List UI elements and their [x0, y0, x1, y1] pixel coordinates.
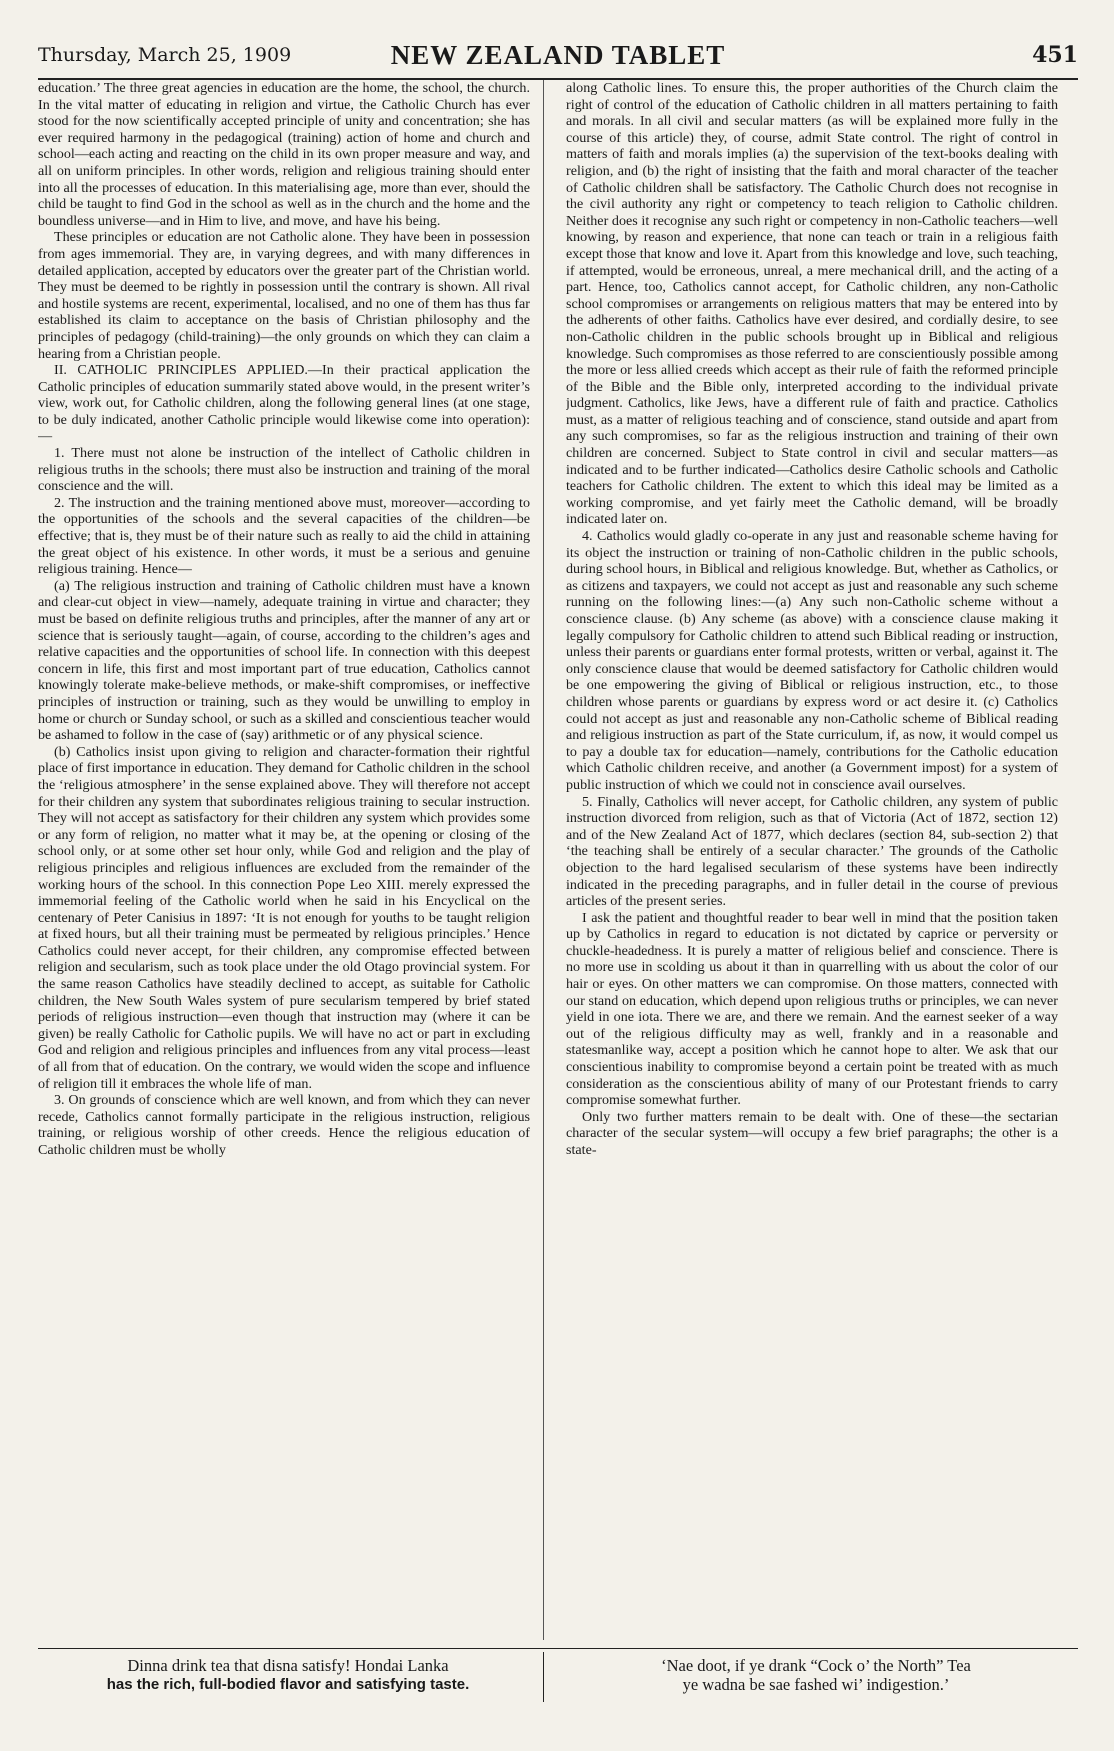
paragraph: These principles or education are not Catholic alone. They have been in possession from ages immemorial. They are, in varying degrees, and with many differences in detailed application, accepted by educators over the greater part of the Christian world. They must be deemed to be rightly in possession until the contrary is shown. All rival and hostile systems are recent, experimental, localised, and no one of them has thus far established its claim to acceptance on the basis of Christian philosophy and the principles of pedagogy (child-training)—the only grounds on which they can claim a hearing from a Christian people.: [38, 229, 530, 362]
left-column: [38, 80, 530, 1640]
paragraph: 4. Catholics would gladly co-operate in any just and reasonable scheme having for its object the instruction or training of non-Catholic children in the public schools, during school hours, in Biblical and religious knowledge. But, whether as Catholics, or as citizens and taxpayers, we could not accept as just and reasonable any such scheme running on the following lines:—(a) Any such non-Catholic scheme without a conscience clause. (b) Any scheme (as above) with a conscience clause making it legally compulsory for Catholic children to attend such Biblical reading or instruction, unless their parents or guardians enter formal protests, written or verbal, against it. The only conscience clause that would be deemed satisfactory for Catholic children would be one empowering the giving of Biblical or religious instruction, etc., to those children whose parents or guardians by express word or act desire it. (c) Catholics could not accept as just and reasonable any non-Catholic scheme of Biblical reading and religious instruction as part of the State curriculum, if, as now, it would compel us to pay a double tax for education—namely, contributions for the Catholic education which Catholic children receive, and another (a Government impost) for a system of public instruction of which we could not in conscience avail ourselves.: [566, 528, 1058, 793]
paragraph: II. CATHOLIC PRINCIPLES APPLIED.—In their practical application the Catholic principles of education summarily stated above would, in the present writer’s view, work out, for Catholic children, along the following general lines (at one stage, to be duly indicated, another Catholic principle would likewise come into operation):—: [38, 362, 530, 445]
hondai-lanka-advert: [38, 1656, 538, 1694]
advert-line: has the rich, full-bodied flavor and satisfying taste.: [106, 1676, 470, 1693]
paragraph: (b) Catholics insist upon giving to religion and character-formation their rightful place of first importance in education. They demand for Catholic children in the school the ‘religious atmosphere’ in the sense explained above. They will therefore not accept for their children any system that subordinates religious training to secular instruction. They will not accept as satisfactory for their children any system which provides some or any form of religion, no matter what it may be, at the opening or closing of the school only, or at some other set hour only, while God and religion and the play of religious principles and religious influences are excluded from the remainder of the working hours of the school. In this connection Pope Leo XIII. merely expressed the immemorial feeling of the Catholic world when he said in his Encyclical on the centenary of Peter Canisius in 1897: ‘It is not enough for youths to be taught religion at fixed hours, but all their training must be permeated by religious principles.’ Hence Catholics could never accept, for their children, any compromise effected between religion and secularism, such as took place under the old Otago provincial system. For the same reason Catholics have steadily declined to accept, as suitable for Catholic children, the New South Wales system of pure secularism tempered by brief stated periods of religious instruction—even though that instruction may (where it can be given) be really Catholic for Catholic pupils. We will have no act or part in excluding God and religion and religious principles and influences from any vital process—least of all from that of education. On the contrary, we would widen the scope and influence of religion till it embraces the whole life of man.: [38, 743, 530, 1092]
paragraph: 2. The instruction and the training mentioned above must, moreover—according to the opportunities of the schools and the several capacities of the children—be effective; that is, they must be of their nature such as really to aid the child in attaining the great object of his existence. In other words, it must be a serious and genuine religious training. Hence—: [38, 494, 530, 578]
issue-date: Thursday, March 25, 1909: [38, 44, 292, 66]
advert-line: Dinna drink tea that disna satisfy! Hondai Lanka: [127, 1656, 449, 1675]
footer-rule: [38, 1648, 1078, 1649]
page-header: [38, 38, 1078, 80]
publication-title: NEW ZEALAND TABLET: [390, 40, 726, 70]
paragraph: 3. On grounds of conscience which are well known, and from which they can never recede, Catholics cannot formally participate in the religious instruction, religious training, or religious worship of other creeds. Hence the religious education of Catholic children must be wholly: [38, 1092, 530, 1158]
column-divider: [543, 80, 544, 1640]
paragraph: 1. There must not alone be instruction of the intellect of Catholic children in religious truths in the schools; there must also be instruction and training of the moral conscience and the will.: [38, 445, 530, 495]
cock-o-the-north-advert: [566, 1656, 1066, 1694]
paragraph: Only two further matters remain to be dealt with. One of these—the sectarian character of the secular system—will occupy a few brief paragraphs; the other is a state-: [566, 1108, 1058, 1158]
right-column: [566, 80, 1058, 1640]
paragraph: I ask the patient and thoughtful reader to bear well in mind that the position taken up by Catholics in regard to education is not dictated by caprice or perversity or chuckle-headedness. It is purely a matter of religious belief and conscience. There is no more use in scolding us about it than in quarrelling with us about the color of our hair or eyes. On other matters we can compromise. On those matters, connected with our stand on education, which depend upon religious truths or principles, we can never yield in one iota. There we are, and there we remain. And the earnest seeker of a way out of the religious difficulty may as well, frankly and in a reasonable and statesmanlike way, accept a position which he cannot hope to alter. We ask that our conscientious inability to compromise beyond a certain point be treated with as much consideration as the conscientious ability of many of our Protestant friends to carry compromise somewhat further.: [566, 909, 1058, 1109]
advert-line: ye wadna be sae fashed wi’ indigestion.’: [682, 1675, 950, 1694]
paragraph: along Catholic lines. To ensure this, the proper authorities of the Church claim the right of control of the education of Catholic children in all matters pertaining to faith and morals. In all civil and secular matters (as will be explained more fully in the course of this article) they, of course, admit State control. The right of control in matters of faith and morals implies (a) the supervision of the text-books dealing with religion, and (b) the right of insisting that the faith and moral character of the teacher of Catholic children shall be satisfactory. The Catholic Church does not recognise in the civil authority any right or competency to teach religion to Catholic children. Neither does it recognise any such right or competency in non-Catholic teachers—well knowing, by reason and experience, that none can teach or train in a religious faith except those that know and love it. Apart from this knowledge and love, such teaching, if attempted, would be erroneous, unreal, a mere mechanical drill, and the acting of a part. Hence, too, Catholics cannot accept, for Catholic children, any non-Catholic school compromises or arrangements on religious matters that may be entered into by the adherents of other faiths. Catholics have ever desired, and cordially desire, to see non-Catholic children in the public schools brought up in Biblical and religious knowledge. Such compromises as those referred to are conscientiously possible among the more or less allied creeds which accept as their rule of faith the reformed principle of the Bible and the Bible only, interpreted according to the individual private judgment. Catholics, like Jews, have a different rule of faith and practice. Catholics must, as a matter of religious teaching and of conscience, stand outside and apart from any such compromises, so far as the religious instruction and training of their own children are concerned. Subject to State control in civil and secular matters—as indicated and to be further indicated—Catholics desire Catholic schools and Catholic teachers for Catholic children. The extent to which this ideal may be limited as a working compromise, and yet fairly meet the Catholic demand, will be broadly indicated later on.: [566, 80, 1058, 528]
page-number: 451: [1032, 42, 1078, 68]
paragraph: (a) The religious instruction and training of Catholic children must have a known and clear-cut object in view—namely, adequate training in virtue and character; they must be based on definite religious truths and principles, after the manner of any art or science that is seriously taught—again, of course, according to the children’s ages and relative capacities and the opportunities of school life. In connection with this deepest concern in life, this first and most important part of true education, Catholics cannot knowingly tolerate make-believe methods, or make-shift compromises, or ineffective principles of instruction or training, such as they would be unwilling to employ in home or church or Sunday school, or such as a skilled and conscientious teacher would be ashamed to follow in the case of (say) arithmetic or of any physical science.: [38, 577, 530, 744]
paragraph: 5. Finally, Catholics will never accept, for Catholic children, any system of public instruction divorced from religion, such as that of Victoria (Act of 1872, section 12) and of the New Zealand Act of 1877, which declares (section 84, sub-section 2) that ‘the teaching shall be entirely of a secular character.’ The grounds of the Catholic objection to the hard legalised secularism of these systems have been indirectly indicated in the preceding paragraphs, and in fuller detail in the course of previous articles of the present series.: [566, 793, 1058, 910]
advert-divider: [543, 1652, 544, 1702]
paragraph: education.’ The three great agencies in education are the home, the school, the church. In the vital matter of educating in religion and virtue, the Catholic Church has ever stood for the now scientifically accepted principle of unity and concentration; she has ever required harmony in the pedagogical (training) action of home and church and school—each acting and reacting on the child in its own proper measure and way, and all on uniform principles. In other words, religion and religious training should enter into all the processes of education. In this materialising age, more than ever, should the child be taught to find God in the school as well as in the church and the home and the boundless universe—and in Him to live, and move, and have his being.: [38, 80, 530, 229]
advert-line: ‘Nae doot, if ye drank “Cock o’ the North” Tea: [661, 1656, 971, 1675]
